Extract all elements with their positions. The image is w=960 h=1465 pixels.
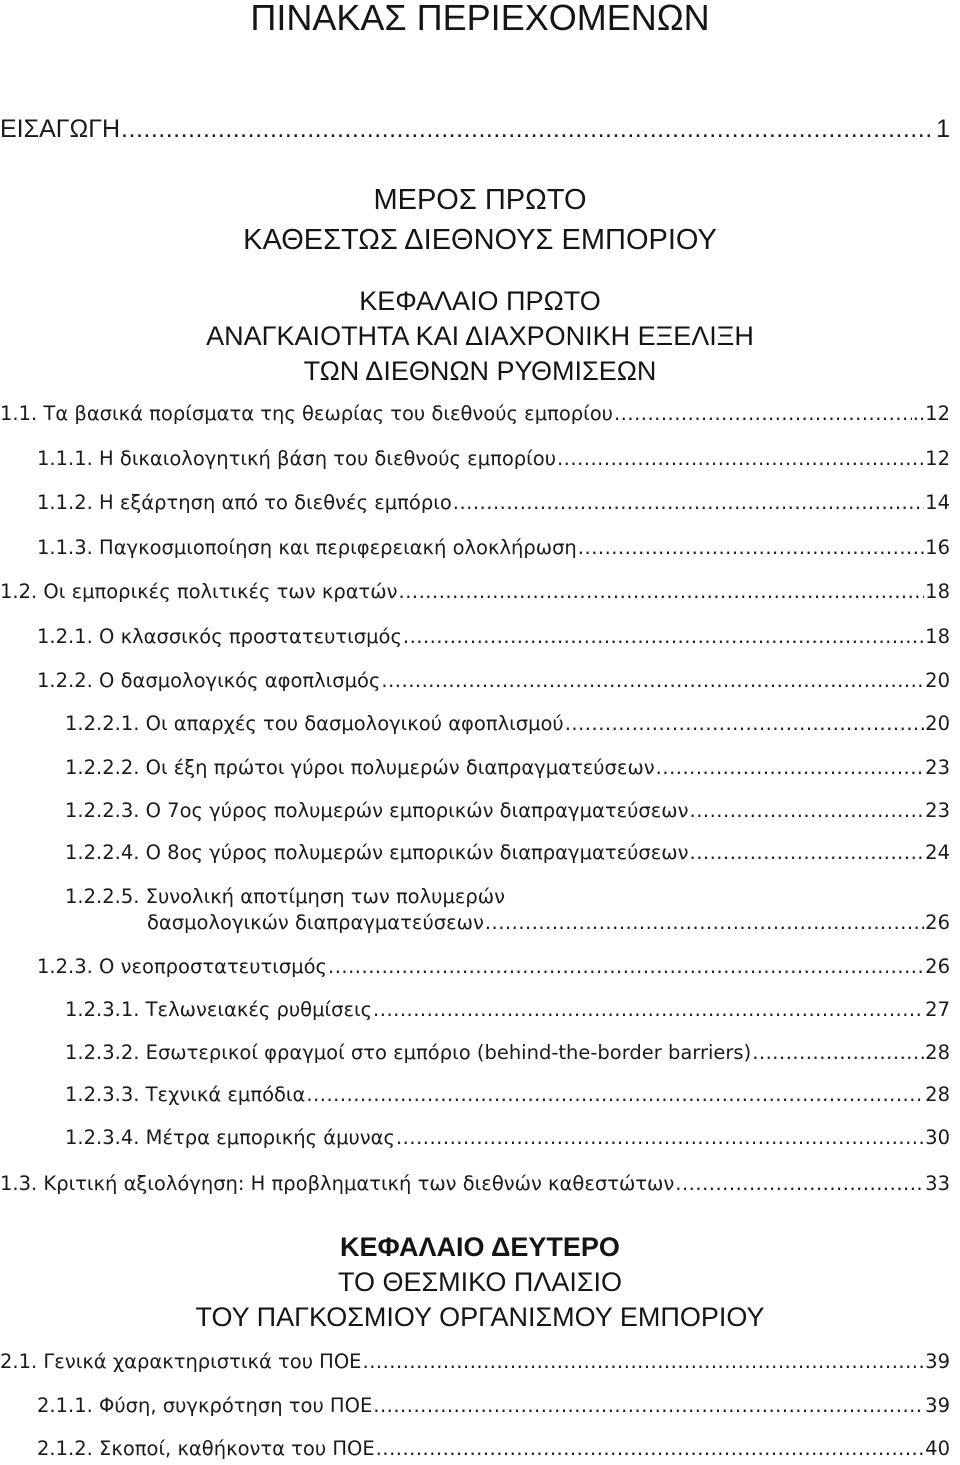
toc-entry-number: 1.2.2.4.	[65, 841, 140, 864]
toc-entry-intro	[0, 114, 950, 144]
dot-leader	[373, 1393, 924, 1419]
toc-entry	[65, 711, 950, 737]
toc-entry-number: 1.1.3.	[37, 536, 93, 559]
toc-entry	[65, 798, 950, 824]
toc-entry	[0, 579, 950, 605]
toc-entry	[37, 490, 950, 516]
toc-entry-title: Κριτική αξιολόγηση: Η προβληματική των διεθνών καθεστώτων	[43, 1172, 675, 1195]
toc-entry	[37, 624, 950, 650]
toc-entry	[65, 1040, 950, 1066]
toc-entry-page: ..12	[912, 402, 950, 425]
toc-entry-title: Εσωτερικοί φραγμοί στο εμπόριο (behind-the-border barriers)	[145, 1041, 752, 1064]
toc-entry	[65, 997, 950, 1023]
dot-leader	[376, 1436, 925, 1462]
toc-entry-page: 39	[925, 1350, 950, 1373]
toc-entry-wrapped-line1	[65, 884, 505, 910]
chapter-heading-line2: ΑΝΑΓΚΑΙΟΤΗΤΑ ΚΑΙ ΔΙΑΧΡΟΝΙΚΗ ΕΞΕΛΙΞΗ	[206, 321, 754, 351]
toc-entry-title: Τεχνικά εμπόδια	[145, 1083, 306, 1106]
toc-entry	[37, 1436, 950, 1462]
chapter-heading-line3: ΤΟΥ ΠΑΓΚΟΣΜΙΟΥ ΟΡΓΑΝΙΣΜΟΥ ΕΜΠΟΡΙΟΥ	[195, 1302, 765, 1332]
toc-entry	[37, 954, 950, 980]
toc-entry-page: 28	[925, 1083, 950, 1106]
chapter-heading-line1: ΚΕΦΑΛΑΙΟ ΠΡΩΤΟ	[359, 286, 601, 316]
toc-entry-title: ΕΙΣΑΓΩΓΗ	[0, 115, 121, 143]
toc-entry-page: 33	[925, 1172, 950, 1195]
toc-entry-title: Η εξάρτηση από το διεθνές εμπόριο	[99, 491, 452, 514]
toc-entry-page: 26	[925, 911, 950, 934]
toc-entry-number: 1.2.3.1.	[65, 998, 140, 1021]
toc-entry-number: 1.2.2.1.	[65, 712, 140, 735]
toc-entry-title: Τελωνειακές ρυθμίσεις	[145, 998, 373, 1021]
toc-entry-page: 18	[925, 580, 950, 603]
toc-entry-number: 1.1.	[0, 402, 38, 425]
toc-entry-title: Οι εμπορικές πολιτικές των κρατών	[43, 580, 398, 603]
toc-entry-title: Τα βασικά πορίσματα της θεωρίας του διεθνούς εμπορίου	[43, 402, 613, 425]
toc-entry-number: 1.1.2.	[37, 491, 93, 514]
dot-leader	[328, 954, 924, 980]
dot-leader	[403, 624, 924, 650]
dot-leader	[690, 798, 925, 824]
part-heading-line2: ΚΑΘΕΣΤΩΣ ΔΙΕΘΝΟΥΣ ΕΜΠΟΡΙΟΥ	[243, 224, 717, 256]
toc-entry-page: 12	[925, 447, 950, 470]
toc-entry-page: 28	[925, 1041, 950, 1064]
dot-leader	[373, 997, 924, 1023]
toc-entry	[0, 401, 950, 427]
toc-entry-page: 1	[936, 115, 950, 143]
toc-entry-number: 1.2.3.2.	[65, 1041, 140, 1064]
dot-leader	[675, 1171, 924, 1197]
dot-leader	[363, 1349, 925, 1375]
toc-entry-title-continued: δασμολογικών διαπραγματεύσεων	[147, 911, 484, 934]
toc-entry-number: 1.2.2.5.	[65, 885, 140, 908]
toc-entry-page: 39	[925, 1394, 950, 1417]
chapter-heading-line3: ΤΩΝ ΔΙΕΘΝΩΝ ΡΥΘΜΙΣΕΩΝ	[303, 356, 657, 386]
dot-leader	[485, 910, 924, 936]
toc-entry-page: 27	[925, 998, 950, 1021]
dot-leader	[656, 755, 925, 781]
toc-entry-title: Συνολική αποτίμηση των πολυμερών	[145, 885, 505, 908]
dot-leader	[565, 711, 924, 737]
dot-leader	[752, 1040, 924, 1066]
dot-leader	[557, 446, 924, 472]
toc-entry-title: Ο νεοπροστατευτισμός	[99, 955, 327, 978]
toc-entry-title: Γενικά χαρακτηριστικά του ΠΟΕ	[43, 1350, 362, 1373]
dot-leader	[614, 401, 912, 427]
dot-leader	[306, 1082, 924, 1108]
toc-entry	[37, 1393, 950, 1419]
toc-entry-page: 16	[925, 536, 950, 559]
toc-entry-title: Οι απαρχές του δασμολογικού αφοπλισμού	[145, 712, 564, 735]
toc-entry	[37, 446, 950, 472]
toc-entry-number: 1.2.2.2.	[65, 756, 140, 779]
toc-entry-number: 1.2.1.	[37, 625, 93, 648]
toc-entry	[65, 1125, 950, 1151]
dot-leader	[578, 535, 924, 561]
chapter-heading-line2: ΤΟ ΘΕΣΜΙΚΟ ΠΛΑΙΣΙΟ	[337, 1267, 623, 1297]
toc-entry-title: Φύση, συγκρότηση του ΠΟΕ	[99, 1394, 373, 1417]
toc-entry-page: 24	[925, 841, 950, 864]
toc-entry-number: 1.2.3.	[37, 955, 93, 978]
toc-entry-page: 30	[925, 1126, 950, 1149]
toc-entry-page: 14	[925, 491, 950, 514]
dot-leader	[690, 840, 925, 866]
page-title: ΠΙΝΑΚΑΣ ΠΕΡΙΕΧΟΜΕΝΩΝ	[250, 0, 710, 38]
toc-entry-number: 1.3.	[0, 1172, 38, 1195]
dot-leader	[399, 579, 925, 605]
toc-entry-title: Ο κλασσικός προστατευτισμός	[99, 625, 402, 648]
toc-entry-number: 2.1.	[0, 1350, 38, 1373]
dot-leader	[453, 490, 924, 516]
toc-entry-number: 1.2.3.4.	[65, 1126, 140, 1149]
toc-entry-page: 20	[925, 712, 950, 735]
toc-entry	[0, 1171, 950, 1197]
toc-entry-number: 1.2.	[0, 580, 38, 603]
toc-entry-title: Παγκοσμιοποίηση και περιφερειακή ολοκλήρωση	[99, 536, 577, 559]
toc-entry-title: Σκοποί, καθήκοντα του ΠΟΕ	[99, 1437, 375, 1460]
toc-entry-number: 2.1.2.	[37, 1437, 93, 1460]
toc-entry-title: Ο 7ος γύρος πολυμερών εμπορικών διαπραγματεύσεων	[145, 799, 689, 822]
toc-entry-number: 1.2.2.3.	[65, 799, 140, 822]
toc-entry-title: Μέτρα εμπορικής άμυνας	[145, 1126, 395, 1149]
toc-entry-wrapped-line2	[147, 910, 950, 936]
dot-leader	[121, 114, 935, 144]
toc-entry	[65, 840, 950, 866]
toc-entry	[0, 1349, 950, 1375]
part-heading-line1: ΜΕΡΟΣ ΠΡΩΤΟ	[373, 184, 587, 216]
toc-entry-page: 40	[925, 1437, 950, 1460]
toc-entry-title: Η δικαιολογητική βάση του διεθνούς εμπορίου	[99, 447, 556, 470]
toc-entry-number: 1.2.3.3.	[65, 1083, 140, 1106]
toc-entry-title: Οι έξη πρώτοι γύροι πολυμερών διαπραγματεύσεων	[145, 756, 655, 779]
toc-entry	[65, 1082, 950, 1108]
toc-entry-title: Ο 8ος γύρος πολυμερών εμπορικών διαπραγματεύσεων	[145, 841, 689, 864]
toc-entry-number: 1.2.2.	[37, 669, 93, 692]
toc-entry-number: 1.1.1.	[37, 447, 93, 470]
toc-entry-page: 26	[925, 955, 950, 978]
toc-entry	[37, 668, 950, 694]
toc-entry-page: 23	[925, 756, 950, 779]
toc-entry	[65, 755, 950, 781]
dot-leader	[381, 668, 924, 694]
toc-entry-number: 2.1.1.	[37, 1394, 93, 1417]
toc-entry-page: 18	[925, 625, 950, 648]
dot-leader	[396, 1125, 924, 1151]
toc-entry-title: Ο δασμολογικός αφοπλισμός	[99, 669, 381, 692]
toc-entry	[37, 535, 950, 561]
toc-entry-page: 20	[925, 669, 950, 692]
chapter-heading-line1: ΚΕΦΑΛΑΙΟ ΔΕΥΤΕΡΟ	[340, 1232, 620, 1262]
toc-entry-page: 23	[925, 799, 950, 822]
